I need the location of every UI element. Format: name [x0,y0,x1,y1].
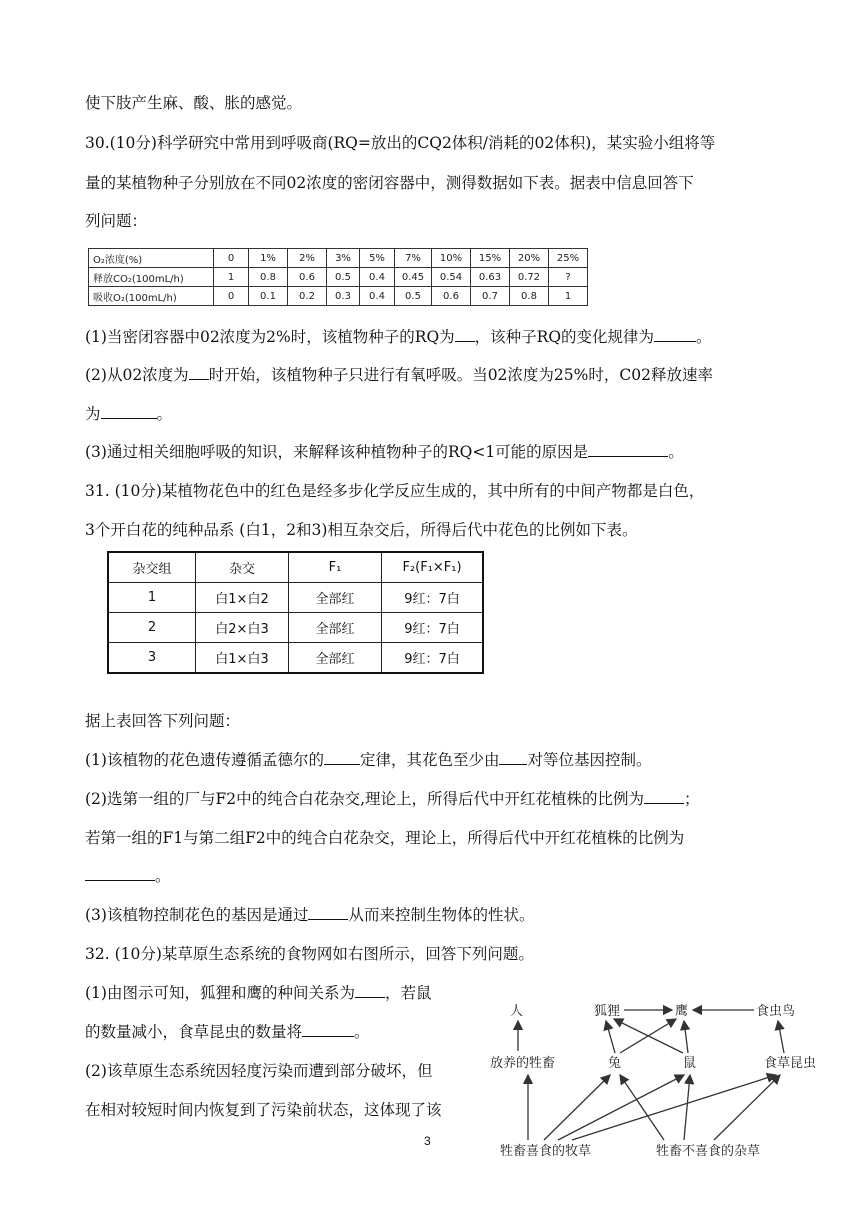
o2-data-table [88,248,588,306]
question-30-2 [85,404,172,424]
text: 对等位基因控制。 [527,751,652,769]
text: 为 [85,405,101,423]
answer-blank[interactable] [355,983,385,998]
node-shengchu: 放养的牲畜 [490,1056,556,1071]
node-shu: 鼠 [683,1056,697,1071]
table-cell: 0.72 [510,268,549,287]
arrow-mouse-to-fox [614,1019,683,1053]
table-cell: 杂交 [196,552,289,583]
text: 的数量减小，食草昆虫的数量将 [85,1023,303,1041]
answer-blank[interactable] [189,365,209,380]
text: (1)当密闭容器中02浓度为2%时，该植物种子的RQ为 [85,328,455,346]
table-cell: 0.63 [471,268,510,287]
table-cell: 全部红 [289,643,382,674]
text: 定律，其花色至少由 [359,751,500,769]
food-web-diagram [488,995,828,1165]
node-ying: 鹰 [675,1004,689,1019]
answer-blank[interactable] [85,866,155,881]
table-row [89,268,588,287]
table-cell: 释放CO₂(100mL/h) [89,268,214,287]
text: (3)该植物控制花色的基因是通过 [85,906,309,924]
table-cell: 0.1 [249,287,288,306]
answer-blank[interactable] [644,789,684,804]
table-cell: F₁ [289,552,382,583]
text: (2)选第一组的厂与F2中的纯合白花杂交,理论上，所得后代中开红花植株的比例为 [85,790,645,808]
node-zacao: 牲畜不喜食的杂草 [656,1144,761,1159]
table-cell: 9红：7白 [382,643,484,674]
text: (2)从02浓度为 [85,366,189,384]
question-32-2: 在相对较短时间内恢复到了污染前状态，这体现了该 [85,1101,442,1119]
table-cell: 7% [395,249,432,268]
table-cell: 全部红 [289,613,382,643]
table-cell: 10% [432,249,471,268]
table-cell: 9红：7白 [382,613,484,643]
arrow-rabbit-to-fox [606,1021,615,1053]
table-cell: 白1×白2 [196,583,289,613]
table-cell: 3% [327,249,360,268]
answer-blank[interactable] [455,327,475,342]
table-cell: 0.4 [360,287,395,306]
question-30-2 [85,365,713,385]
arrow-mouse-to-hawk [684,1021,688,1053]
table-cell: 0.7 [471,287,510,306]
node-ren: 人 [510,1004,524,1019]
question-31-2 [85,866,171,886]
table-row [108,613,483,643]
question-30-3 [85,442,684,462]
text: 。 [696,328,712,346]
question-30-intro: 量的某植物种子分别放在不同02浓度的密闭容器中，测得数据如下表。据表中信息回答下 [85,174,694,192]
table-cell: 0.5 [395,287,432,306]
table-cell: 0 [214,249,249,268]
table-cell: 5% [360,249,395,268]
table-cell: ? [549,268,588,287]
table-cell: 2 [108,613,196,643]
answer-blank[interactable] [588,442,668,457]
table-cell: 杂交组 [108,552,196,583]
table-cell: 0.45 [395,268,432,287]
table-cell: 1 [108,583,196,613]
answer-blank[interactable] [302,1022,354,1037]
question-32-1 [85,983,431,1003]
table-row [89,287,588,306]
question-30-1 [85,327,712,347]
text: ，该种子RQ的变化规律为 [474,328,655,346]
question-31-lead: 据上表回答下列问题： [85,712,241,730]
text: (1)由图示可知，狐狸和鹰的种间关系为 [85,984,355,1002]
answer-blank[interactable] [654,327,696,342]
table-cell: 3 [108,643,196,674]
table-cell: 吸收O₂(100mL/h) [89,287,214,306]
question-31-3 [85,905,534,925]
table-cell: O₂浓度(%) [89,249,214,268]
table-cell: 2% [288,249,327,268]
table-row [89,249,588,268]
question-32-intro: 32. (10分)某草原生态系统的食物网如右图所示，回答下列问题。 [85,945,534,963]
question-32-2: (2)该草原生态系统因轻度污染而遭到部分破坏，但 [85,1062,433,1080]
node-shichongniao: 食虫鸟 [756,1004,796,1019]
question-31-2: 若第一组的F1与第二组F2中的纯合白花杂交，理论上，所得后代中开红花植株的比例为 [85,829,685,847]
table-cell: 0.3 [327,287,360,306]
table-cell: 0 [214,287,249,306]
table-cell: 1 [214,268,249,287]
table-cell: 0.8 [249,268,288,287]
table-cell: 0.6 [288,268,327,287]
table-cell: 1 [549,287,588,306]
arrow-pasture-to-insect [572,1075,776,1140]
page-number: 3 [424,1134,431,1148]
text: (3)通过相关细胞呼吸的知识，来解释该种植物种子的RQ<1可能的原因是 [85,443,589,461]
answer-blank[interactable] [324,750,360,765]
cross-table [107,551,484,674]
table-cell: 白1×白3 [196,643,289,674]
table-cell: 0.4 [360,268,395,287]
table-cell: 25% [549,249,588,268]
text: (1)该植物的花色遗传遵循孟德尔的 [85,751,324,769]
table-row [108,552,483,583]
food-web-arrows [518,1010,784,1140]
table-cell: 9红：7白 [382,583,484,613]
arrow-weed-to-rabbit [620,1075,664,1140]
table-cell: 0.8 [510,287,549,306]
table-cell: 0.5 [327,268,360,287]
node-mucao: 牲畜喜食的牧草 [500,1144,592,1159]
table-cell: 1% [249,249,288,268]
node-huli: 狐狸 [594,1004,621,1019]
table-cell: F₂(F₁×F₁) [382,552,484,583]
node-tu: 兔 [608,1056,622,1071]
question-31-intro: 3个开白花的纯种品系 (白1，2和3)相互杂交后，所得后代中花色的比例如下表。 [85,521,638,539]
text-line: 使下肢产生麻、酸、胀的感觉。 [85,94,303,112]
table-cell: 20% [510,249,549,268]
table-row [108,583,483,613]
question-30-intro: 列问题： [85,212,148,230]
question-31-intro: 31. (10分)某植物花色中的红色是经多步化学反应生成的，其中所有的中间产物都是白色， [85,482,705,500]
text: 。 [156,405,173,423]
table-cell: 0.54 [432,268,471,287]
question-32-1 [85,1022,370,1042]
arrow-insect-to-bird [778,1021,784,1053]
text: 时开始，该植物种子只进行有氧呼吸。当02浓度为25%时，C02释放速率 [208,366,713,384]
text: 。 [354,1023,370,1041]
question-31-1 [85,750,652,770]
arrow-weed-to-mouse [684,1075,690,1140]
answer-blank[interactable] [308,905,348,920]
table-cell: 全部红 [289,583,382,613]
table-row [108,643,483,674]
answer-blank[interactable] [101,404,157,419]
table-cell: 15% [471,249,510,268]
question-30-intro: 30.(10分)科学研究中常用到呼吸商(RQ=放出的CQ2体积/消耗的02体积)，某实验小组将等 [85,134,716,152]
question-31-2 [85,789,700,809]
node-kunchong: 食草昆虫 [764,1056,817,1071]
answer-blank[interactable] [499,750,527,765]
text: ，若鼠 [384,984,432,1002]
text: ； [684,790,700,808]
table-cell: 0.2 [288,287,327,306]
table-cell: 白2×白3 [196,613,289,643]
text: 。 [155,867,171,885]
text: 从而来控制生物体的性状。 [348,906,535,924]
table-cell: 0.6 [432,287,471,306]
text: 。 [668,443,684,461]
